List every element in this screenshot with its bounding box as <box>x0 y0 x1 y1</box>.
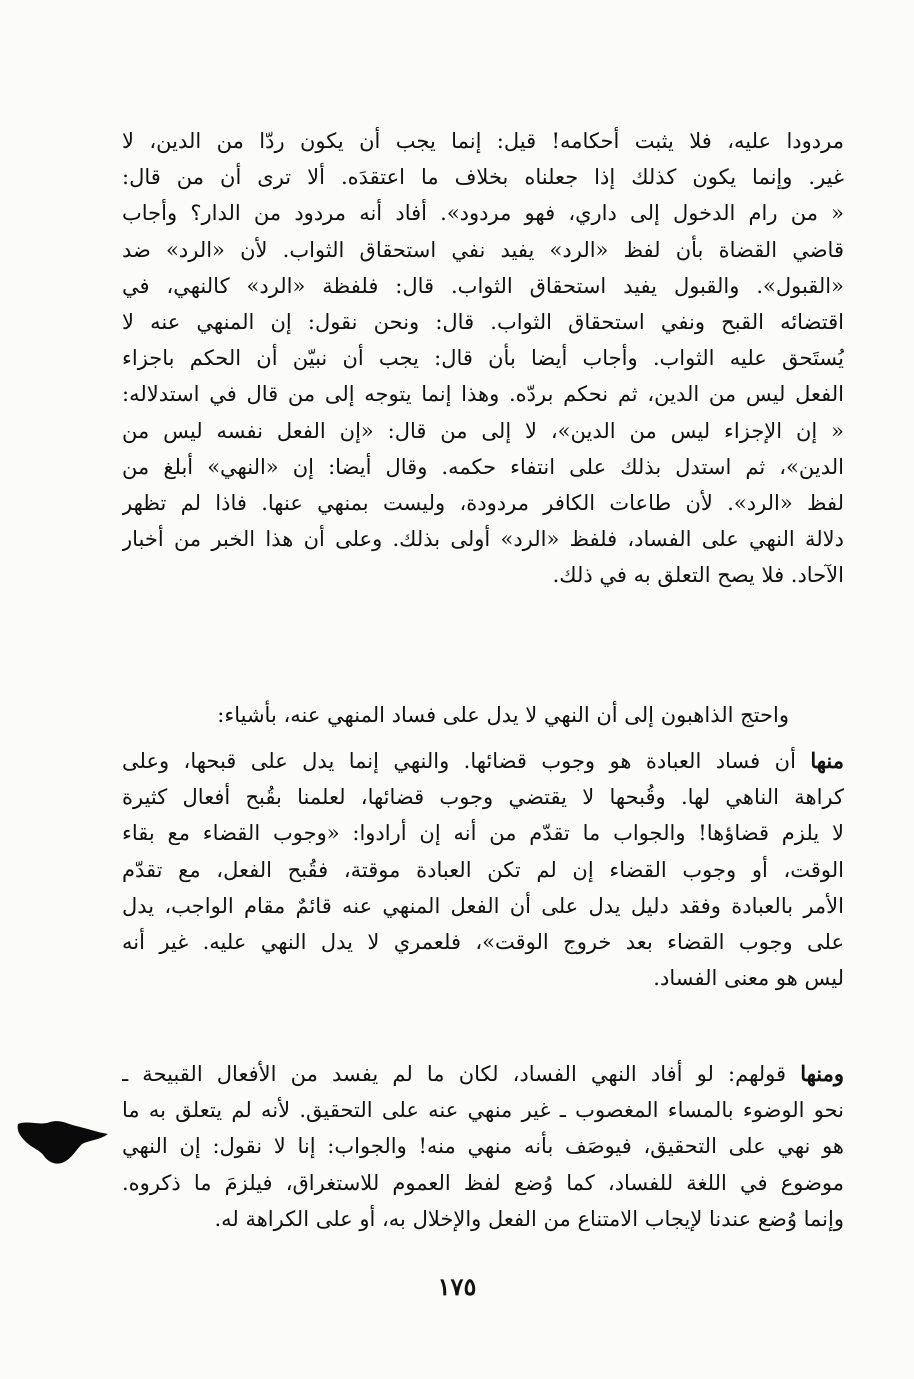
text-line: الوقت، أو وجوب القضاء إن لم تكن العبادة موقتة، فقُبح الفعل، مع تقدّم <box>122 857 844 882</box>
text-line: هو نهي على التحقيق، فيوصَف بأنه منهي منه! والجواب: إنا لا نقول: إن النهي <box>122 1134 844 1159</box>
text-line-rest: قولهم: لو أفاد النهي الفساد، لكان ما لم يفسد من الأفعال القبيحة ـ <box>122 1062 801 1086</box>
ink-blot-icon <box>14 1110 110 1170</box>
text-line: كراهة الناهي لها. وقُبحها لا يقتضي وجوب قضائها، لعلمنا بقُبح أفعال كثيرة <box>122 785 844 810</box>
text-line: « من رام الدخول إلى داري، فهو مردود». أفاد أنه مردود من الدار؟ وأجاب <box>122 201 844 226</box>
paragraph-4 <box>122 1056 844 1237</box>
text-line: لفظ «الرد». لأن طاعات الكافر مردودة، وليست بمنهي عنها. فاذا لم تظهر <box>122 490 844 515</box>
text-line: اقتضائه القبح ونفي استحقاق الثواب. قال: ونحن نقول: إن المنهي عنه لا <box>122 309 844 334</box>
text-line: الفعل ليس من الدين، ثم نحكم بردّه. وهذا إنما يتوجه إلى من قال في استدلاله: <box>122 382 844 407</box>
text-line: نحو الوضوء بالمساء المغصوب ـ غير منهي عنه على التحقيق. لأنه لم يتعلق به ما <box>122 1098 844 1123</box>
text-line <box>122 743 844 779</box>
paragraph-1 <box>122 123 844 593</box>
text-line: على وجوب القضاء بعد خروج الوقت»، فلعمري لا يدل النهي عليه. غير أنه <box>122 929 844 954</box>
paragraph-3 <box>122 743 844 996</box>
text-line: «القبول». والقبول يفيد استحقاق الثواب. قال: فلفظة «الرد» كالنهي، في <box>122 273 844 298</box>
paragraph-2 <box>99 697 789 733</box>
text-line <box>122 1056 844 1092</box>
text-line: قاضي القضاة بأن لفظ «الرد» يفيد نفي استحقاق الثواب. لأن «الرد» ضد <box>122 237 844 262</box>
text-line: موضوع في اللغة للفساد، كما وُضع لفظ العموم للاستغراق، فيلزمَ ما ذكروه. <box>122 1170 844 1195</box>
text-line-rest: أن فساد العبادة هو وجوب قضائها. والنهي إنما يدل على قبحها، وعلى <box>122 749 811 773</box>
text-line: مردودا عليه، فلا يثبت أحكامه! قيل: إنما يجب أن يكون ردّا من الدين، لا <box>122 129 844 153</box>
text-line: الأمر بالعبادة وفقد دليل يدل على أن الفعل المنهي عنه قائمٌ مقام الواجب، يدل <box>122 893 844 918</box>
paragraph-lead-word: منها <box>810 748 844 773</box>
text-line: الدين»، ثم استدل بذلك على انتفاء حكمه. وقال أيضا: إن «النهي» أبلغ من <box>122 454 844 479</box>
paragraph-lead-word: ومنها <box>800 1061 844 1086</box>
text-line: ليس هو معنى الفساد. <box>653 966 844 991</box>
text-line: دلالة النهي على الفساد، فلفظ «الرد» أولى بذلك. وعلى أن هذا الخبر من أخبار <box>122 527 844 552</box>
text-line: وإنما وُضع عندنا لإيجاب الامتناع من الفعل والإخلال به، أو على الكراهة له. <box>214 1206 844 1231</box>
text-line: يُستَحق عليه الثواب. وأجاب أيضا بأن قال: يجب أن نبيّن أن الحكم باجزاء <box>122 346 844 371</box>
text-line: واحتج الذاهبون إلى أن النهي لا يدل على فساد المنهي عنه، بأشياء: <box>217 703 789 727</box>
text-line: غير. وإنما يكون كذلك إذا جعلناه بخلاف ما اعتقدَه. ألا ترى أن من قال: <box>122 165 844 190</box>
text-line: « إن الإجزاء ليس من الدين»، لا إلى من قال: «إن الفعل نفسه ليس من <box>122 418 844 443</box>
text-line: لا يلزم قضاؤها! والجواب ما تقدّم من أنه إن أرادوا: «وجوب القضاء مع بقاء <box>122 821 844 846</box>
page-number: ١٧٥ <box>437 1272 477 1301</box>
text-line: الآحاد. فلا يصح التعلق به في ذلك. <box>552 563 844 588</box>
